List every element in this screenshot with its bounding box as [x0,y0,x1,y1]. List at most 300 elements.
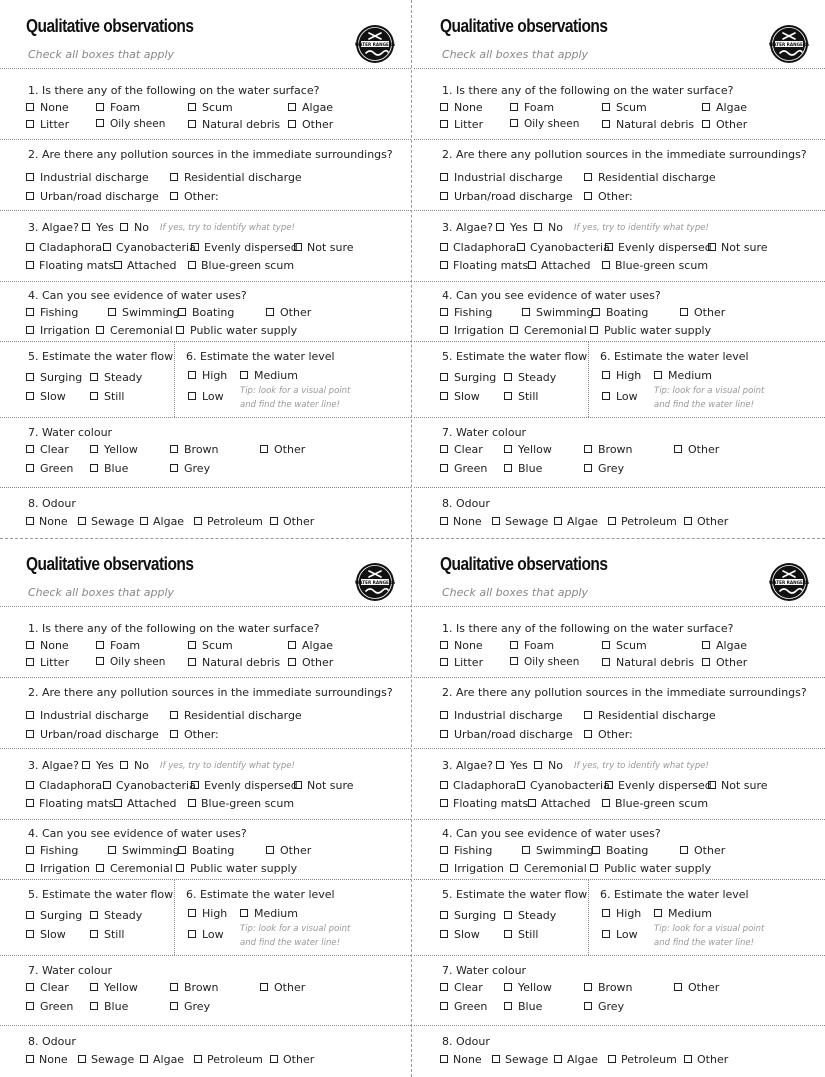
q8-option-algae[interactable]: Algae [554,515,598,528]
checkbox[interactable] [708,781,716,789]
q6-option-low[interactable]: Low [188,390,224,403]
q4-option-boating[interactable]: Boating [178,844,234,857]
q7-option-green[interactable]: Green [26,462,73,475]
q3-option-floating-mats[interactable]: Floating mats [440,259,528,272]
checkbox[interactable] [90,930,98,938]
q7-option-yellow[interactable]: Yellow [90,443,138,456]
checkbox[interactable] [674,983,682,991]
checkbox[interactable] [440,781,448,789]
checkbox[interactable] [26,392,34,400]
q4-option-fishing[interactable]: Fishing [440,306,492,319]
q4-option-other[interactable]: Other [680,844,725,857]
checkbox[interactable] [96,119,104,127]
checkbox[interactable] [440,120,448,128]
checkbox[interactable] [605,243,613,251]
checkbox[interactable] [288,103,296,111]
q1-option-foam[interactable]: Foam [96,101,140,114]
q4-option-irrigation[interactable]: Irrigation [26,862,90,875]
q6-option-low[interactable]: Low [188,928,224,941]
checkbox[interactable] [260,445,268,453]
q8-option-sewage[interactable]: Sewage [78,1053,134,1066]
q7-option-grey[interactable]: Grey [170,1000,210,1013]
checkbox[interactable] [26,308,34,316]
checkbox[interactable] [294,243,302,251]
q7-option-blue[interactable]: Blue [90,462,128,475]
checkbox[interactable] [140,1055,148,1063]
checkbox[interactable] [440,308,448,316]
checkbox[interactable] [517,243,525,251]
checkbox[interactable] [674,445,682,453]
checkbox[interactable] [602,658,610,666]
q7-option-clear[interactable]: Clear [26,981,69,994]
checkbox[interactable] [26,1055,34,1063]
q3-option-floating-mats[interactable]: Floating mats [440,797,528,810]
q2-option-residential[interactable]: Residential discharge [170,709,302,722]
checkbox[interactable] [170,464,178,472]
checkbox[interactable] [188,641,196,649]
q3-option-not-sure[interactable]: Not sure [708,241,768,254]
checkbox[interactable] [440,799,448,807]
checkbox[interactable] [26,120,34,128]
checkbox[interactable] [96,326,104,334]
checkbox[interactable] [170,730,178,738]
q4-option-fishing[interactable]: Fishing [26,306,78,319]
q4-option-fishing[interactable]: Fishing [26,844,78,857]
q6-option-medium[interactable]: Medium [654,369,712,382]
checkbox[interactable] [534,761,542,769]
q2-option-residential[interactable]: Residential discharge [584,171,716,184]
checkbox[interactable] [440,243,448,251]
checkbox[interactable] [504,392,512,400]
q7-option-grey[interactable]: Grey [584,1000,624,1013]
q8-option-petroleum[interactable]: Petroleum [608,1053,677,1066]
q3-option-cladaphora[interactable]: Cladaphora [26,241,102,254]
q1-option-natural-debris[interactable]: Natural debris [188,118,280,131]
checkbox[interactable] [26,192,34,200]
checkbox[interactable] [654,909,662,917]
checkbox[interactable] [602,641,610,649]
q5-option-surging[interactable]: Surging [440,371,496,384]
q8-option-other[interactable]: Other [684,1053,728,1066]
checkbox[interactable] [114,799,122,807]
checkbox[interactable] [440,911,448,919]
q2-option-other[interactable]: Other: [170,190,219,203]
q3-option-no[interactable]: No [120,759,149,772]
checkbox[interactable] [103,243,111,251]
q8-option-algae[interactable]: Algae [140,1053,184,1066]
q5-option-steady[interactable]: Steady [504,371,556,384]
q3-option-attached[interactable]: Attached [114,259,176,272]
q1-option-litter[interactable]: Litter [440,656,483,669]
checkbox[interactable] [510,864,518,872]
q3-option-evenly-dispersed[interactable]: Evenly dispersed [191,241,298,254]
checkbox[interactable] [90,911,98,919]
checkbox[interactable] [510,641,518,649]
checkbox[interactable] [440,373,448,381]
q4-option-boating[interactable]: Boating [178,306,234,319]
q8-option-other[interactable]: Other [270,515,314,528]
checkbox[interactable] [440,730,448,738]
checkbox[interactable] [26,799,34,807]
checkbox[interactable] [288,120,296,128]
checkbox[interactable] [584,464,592,472]
checkbox[interactable] [522,846,530,854]
q5-option-still[interactable]: Still [90,928,124,941]
checkbox[interactable] [584,192,592,200]
q1-option-foam[interactable]: Foam [510,101,554,114]
checkbox[interactable] [26,983,34,991]
q7-option-yellow[interactable]: Yellow [504,981,552,994]
checkbox[interactable] [170,711,178,719]
q8-option-none[interactable]: None [26,515,68,528]
checkbox[interactable] [440,326,448,334]
q1-option-natural-debris[interactable]: Natural debris [188,656,280,669]
q4-option-other[interactable]: Other [266,306,311,319]
checkbox[interactable] [170,445,178,453]
q4-option-swimming[interactable]: Swimming [108,844,179,857]
checkbox[interactable] [270,1055,278,1063]
q3-option-evenly-dispersed[interactable]: Evenly dispersed [605,779,712,792]
q5-option-slow[interactable]: Slow [26,390,66,403]
checkbox[interactable] [96,864,104,872]
checkbox[interactable] [605,781,613,789]
checkbox[interactable] [188,103,196,111]
checkbox[interactable] [178,846,186,854]
q3-option-cyanobacteria[interactable]: Cyanobacteria [517,241,610,254]
q7-option-blue[interactable]: Blue [504,462,542,475]
q3-option-evenly-dispersed[interactable]: Evenly dispersed [191,779,298,792]
q4-option-swimming[interactable]: Swimming [522,306,593,319]
checkbox[interactable] [194,517,202,525]
q5-option-slow[interactable]: Slow [440,390,480,403]
q1-option-algae[interactable]: Algae [288,101,333,114]
checkbox[interactable] [702,641,710,649]
q8-option-sewage[interactable]: Sewage [492,1053,548,1066]
checkbox[interactable] [191,243,199,251]
q2-option-industrial[interactable]: Industrial discharge [440,171,563,184]
q1-option-litter[interactable]: Litter [26,656,69,669]
q4-option-swimming[interactable]: Swimming [522,844,593,857]
checkbox[interactable] [440,392,448,400]
checkbox[interactable] [440,983,448,991]
q7-option-other[interactable]: Other [260,443,305,456]
checkbox[interactable] [492,517,500,525]
q5-option-still[interactable]: Still [504,390,538,403]
checkbox[interactable] [440,464,448,472]
checkbox[interactable] [584,711,592,719]
checkbox[interactable] [440,641,448,649]
q3-option-yes[interactable]: Yes [496,759,528,772]
checkbox[interactable] [170,983,178,991]
checkbox[interactable] [26,1002,34,1010]
checkbox[interactable] [188,261,196,269]
checkbox[interactable] [240,909,248,917]
q4-option-irrigation[interactable]: Irrigation [440,862,504,875]
checkbox[interactable] [26,711,34,719]
checkbox[interactable] [440,261,448,269]
q2-option-industrial[interactable]: Industrial discharge [440,709,563,722]
checkbox[interactable] [440,864,448,872]
q5-option-still[interactable]: Still [504,928,538,941]
checkbox[interactable] [266,308,274,316]
q7-option-blue[interactable]: Blue [90,1000,128,1013]
checkbox[interactable] [496,223,504,231]
q4-option-ceremonial[interactable]: Ceremonial [510,324,587,337]
q8-option-petroleum[interactable]: Petroleum [194,1053,263,1066]
checkbox[interactable] [590,326,598,334]
checkbox[interactable] [602,120,610,128]
q3-option-cyanobacteria[interactable]: Cyanobacteria [103,241,196,254]
q3-option-no[interactable]: No [534,759,563,772]
q7-option-green[interactable]: Green [26,1000,73,1013]
q1-option-other[interactable]: Other [702,118,747,131]
q3-option-cyanobacteria[interactable]: Cyanobacteria [103,779,196,792]
q8-option-none[interactable]: None [440,515,482,528]
q3-option-blue-green-scum[interactable]: Blue-green scum [602,797,708,810]
q3-option-not-sure[interactable]: Not sure [294,779,354,792]
q7-option-brown[interactable]: Brown [584,981,633,994]
q1-option-scum[interactable]: Scum [188,101,233,114]
q5-option-surging[interactable]: Surging [26,371,82,384]
q5-option-slow[interactable]: Slow [440,928,480,941]
checkbox[interactable] [440,930,448,938]
q1-option-none[interactable]: None [440,639,483,652]
checkbox[interactable] [170,1002,178,1010]
checkbox[interactable] [82,223,90,231]
checkbox[interactable] [176,326,184,334]
checkbox[interactable] [288,658,296,666]
checkbox[interactable] [90,983,98,991]
checkbox[interactable] [504,983,512,991]
q4-option-fishing[interactable]: Fishing [440,844,492,857]
q7-option-yellow[interactable]: Yellow [90,981,138,994]
checkbox[interactable] [602,261,610,269]
q8-option-petroleum[interactable]: Petroleum [608,515,677,528]
q3-option-no[interactable]: No [120,221,149,234]
q4-option-other[interactable]: Other [266,844,311,857]
checkbox[interactable] [702,103,710,111]
q4-option-irrigation[interactable]: Irrigation [26,324,90,337]
checkbox[interactable] [440,517,448,525]
q4-option-ceremonial[interactable]: Ceremonial [510,862,587,875]
checkbox[interactable] [440,173,448,181]
checkbox[interactable] [592,308,600,316]
q4-option-ceremonial[interactable]: Ceremonial [96,862,173,875]
checkbox[interactable] [708,243,716,251]
checkbox[interactable] [590,864,598,872]
checkbox[interactable] [120,223,128,231]
checkbox[interactable] [440,711,448,719]
q3-option-not-sure[interactable]: Not sure [708,779,768,792]
q2-option-industrial[interactable]: Industrial discharge [26,709,149,722]
q1-option-oily-sheen[interactable]: Oily sheen [96,656,165,668]
q4-option-public-water-supply[interactable]: Public water supply [176,324,297,337]
q7-option-green[interactable]: Green [440,462,487,475]
q4-option-irrigation[interactable]: Irrigation [440,324,504,337]
q2-option-industrial[interactable]: Industrial discharge [26,171,149,184]
q5-option-surging[interactable]: Surging [26,909,82,922]
q7-option-other[interactable]: Other [260,981,305,994]
q3-option-attached[interactable]: Attached [528,797,590,810]
q7-option-grey[interactable]: Grey [170,462,210,475]
checkbox[interactable] [266,846,274,854]
checkbox[interactable] [176,864,184,872]
checkbox[interactable] [504,464,512,472]
q4-option-public-water-supply[interactable]: Public water supply [590,862,711,875]
checkbox[interactable] [528,799,536,807]
q2-option-other[interactable]: Other: [170,728,219,741]
checkbox[interactable] [522,308,530,316]
checkbox[interactable] [684,517,692,525]
checkbox[interactable] [608,1055,616,1063]
q4-option-ceremonial[interactable]: Ceremonial [96,324,173,337]
q8-option-sewage[interactable]: Sewage [492,515,548,528]
checkbox[interactable] [26,326,34,334]
q2-option-residential[interactable]: Residential discharge [170,171,302,184]
q4-option-public-water-supply[interactable]: Public water supply [176,862,297,875]
checkbox[interactable] [602,103,610,111]
q1-option-algae[interactable]: Algae [702,639,747,652]
q7-option-clear[interactable]: Clear [26,443,69,456]
checkbox[interactable] [510,326,518,334]
q1-option-scum[interactable]: Scum [602,101,647,114]
q5-option-slow[interactable]: Slow [26,928,66,941]
q3-option-not-sure[interactable]: Not sure [294,241,354,254]
checkbox[interactable] [188,120,196,128]
checkbox[interactable] [584,730,592,738]
q6-option-high[interactable]: High [602,907,641,920]
q4-option-swimming[interactable]: Swimming [108,306,179,319]
q2-option-urban-road[interactable]: Urban/road discharge [26,190,159,203]
q6-option-low[interactable]: Low [602,390,638,403]
checkbox[interactable] [592,846,600,854]
q1-option-algae[interactable]: Algae [288,639,333,652]
q1-option-natural-debris[interactable]: Natural debris [602,656,694,669]
checkbox[interactable] [191,781,199,789]
q1-option-other[interactable]: Other [702,656,747,669]
q8-option-none[interactable]: None [440,1053,482,1066]
checkbox[interactable] [26,517,34,525]
q3-option-blue-green-scum[interactable]: Blue-green scum [602,259,708,272]
q1-option-litter[interactable]: Litter [26,118,69,131]
q5-option-steady[interactable]: Steady [504,909,556,922]
q6-option-high[interactable]: High [188,369,227,382]
checkbox[interactable] [440,192,448,200]
checkbox[interactable] [602,799,610,807]
q8-option-algae[interactable]: Algae [140,515,184,528]
checkbox[interactable] [103,781,111,789]
q3-option-yes[interactable]: Yes [82,759,114,772]
q1-option-oily-sheen[interactable]: Oily sheen [510,118,579,130]
checkbox[interactable] [26,261,34,269]
q7-option-clear[interactable]: Clear [440,443,483,456]
checkbox[interactable] [584,445,592,453]
checkbox[interactable] [260,983,268,991]
checkbox[interactable] [240,371,248,379]
checkbox[interactable] [288,641,296,649]
q1-option-litter[interactable]: Litter [440,118,483,131]
checkbox[interactable] [680,846,688,854]
q2-option-other[interactable]: Other: [584,190,633,203]
checkbox[interactable] [96,641,104,649]
q7-option-brown[interactable]: Brown [584,443,633,456]
checkbox[interactable] [82,761,90,769]
q2-option-other[interactable]: Other: [584,728,633,741]
q1-option-none[interactable]: None [26,101,69,114]
q4-option-other[interactable]: Other [680,306,725,319]
checkbox[interactable] [680,308,688,316]
q3-option-yes[interactable]: Yes [82,221,114,234]
checkbox[interactable] [90,445,98,453]
checkbox[interactable] [108,846,116,854]
checkbox[interactable] [440,1055,448,1063]
checkbox[interactable] [26,911,34,919]
checkbox[interactable] [26,445,34,453]
q8-option-other[interactable]: Other [270,1053,314,1066]
checkbox[interactable] [90,464,98,472]
checkbox[interactable] [654,371,662,379]
q7-option-grey[interactable]: Grey [584,462,624,475]
checkbox[interactable] [188,658,196,666]
q2-option-urban-road[interactable]: Urban/road discharge [440,728,573,741]
checkbox[interactable] [496,761,504,769]
q3-option-floating-mats[interactable]: Floating mats [26,259,114,272]
checkbox[interactable] [492,1055,500,1063]
checkbox[interactable] [90,1002,98,1010]
q1-option-algae[interactable]: Algae [702,101,747,114]
checkbox[interactable] [26,464,34,472]
q3-option-evenly-dispersed[interactable]: Evenly dispersed [605,241,712,254]
q5-option-still[interactable]: Still [90,390,124,403]
checkbox[interactable] [26,846,34,854]
q1-option-foam[interactable]: Foam [510,639,554,652]
checkbox[interactable] [90,373,98,381]
checkbox[interactable] [188,930,196,938]
q8-option-none[interactable]: None [26,1053,68,1066]
checkbox[interactable] [602,392,610,400]
q3-option-cyanobacteria[interactable]: Cyanobacteria [517,779,610,792]
checkbox[interactable] [554,1055,562,1063]
checkbox[interactable] [440,846,448,854]
q7-option-yellow[interactable]: Yellow [504,443,552,456]
q4-option-boating[interactable]: Boating [592,844,648,857]
q1-option-oily-sheen[interactable]: Oily sheen [510,656,579,668]
q1-option-other[interactable]: Other [288,656,333,669]
checkbox[interactable] [440,1002,448,1010]
checkbox[interactable] [188,909,196,917]
q6-option-high[interactable]: High [188,907,227,920]
q3-option-attached[interactable]: Attached [114,797,176,810]
q1-option-foam[interactable]: Foam [96,639,140,652]
checkbox[interactable] [504,1002,512,1010]
checkbox[interactable] [170,173,178,181]
checkbox[interactable] [26,641,34,649]
q1-option-natural-debris[interactable]: Natural debris [602,118,694,131]
q3-option-yes[interactable]: Yes [496,221,528,234]
q7-option-blue[interactable]: Blue [504,1000,542,1013]
checkbox[interactable] [504,445,512,453]
checkbox[interactable] [684,1055,692,1063]
q7-option-other[interactable]: Other [674,981,719,994]
q2-option-urban-road[interactable]: Urban/road discharge [440,190,573,203]
q5-option-surging[interactable]: Surging [440,909,496,922]
checkbox[interactable] [504,373,512,381]
checkbox[interactable] [26,781,34,789]
checkbox[interactable] [26,243,34,251]
checkbox[interactable] [510,103,518,111]
q3-option-cladaphora[interactable]: Cladaphora [440,241,516,254]
checkbox[interactable] [608,517,616,525]
